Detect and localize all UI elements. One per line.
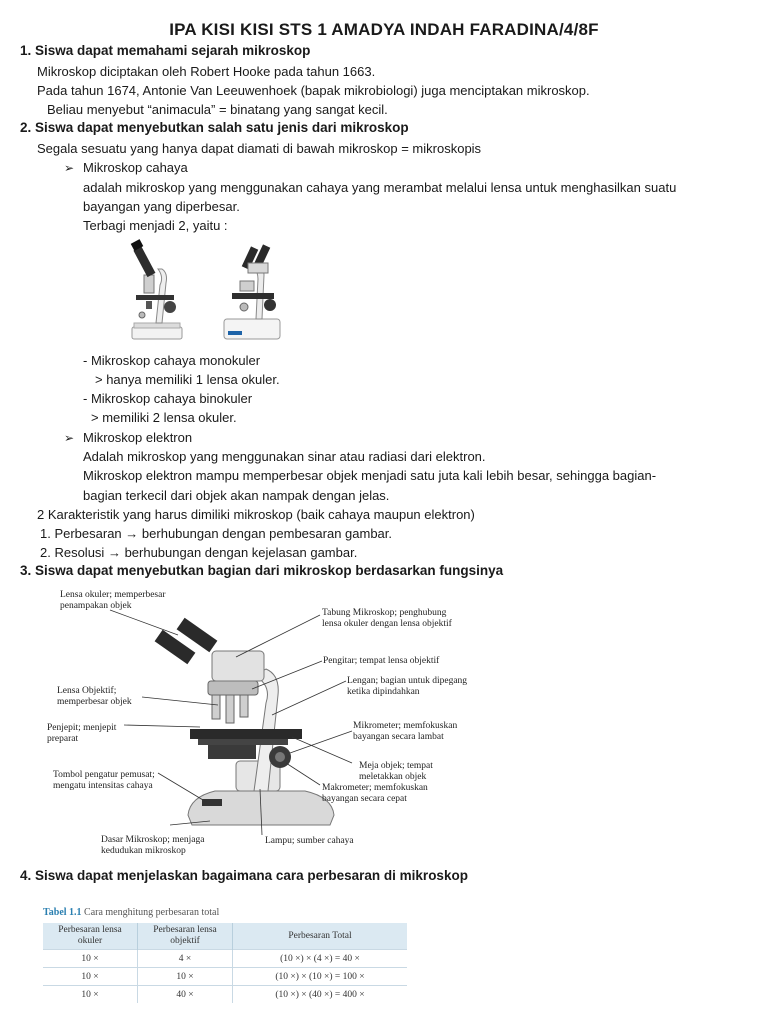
table-header-row (43, 923, 407, 950)
label-pengitar: Pengitar; tempat lensa objektif (323, 656, 440, 666)
s1-line-1: Mikroskop diciptakan oleh Robert Hooke pada tahun 1663. (37, 64, 376, 79)
label-lensa-okuler: Lensa okuler; memperbesar penampakan objek (60, 590, 166, 611)
bino-label: - Mikroskop cahaya binokuler (83, 391, 253, 406)
s1-line-3: Beliau menyebut “animacula” = binatang yang sangat kecil. (47, 102, 388, 117)
table-cell: (10 ×) × (40 ×) = 400 × (233, 986, 408, 1004)
label-lampu: Lampu; sumber cahaya (265, 836, 354, 846)
section-3-heading: 3. Siswa dapat menyebutkan bagian dari mikroskop berdasarkan fungsinya (20, 563, 504, 578)
table-row (43, 950, 407, 968)
s2-intro: Segala sesuatu yang hanya dapat diamati di bawah mikroskop = mikroskopis (37, 141, 482, 156)
table-cell: (10 ×) × (4 ×) = 40 × (233, 950, 408, 968)
mono-label: - Mikroskop cahaya monokuler (83, 353, 261, 368)
label-tombol: Tombol pengatur pemusat; mengatu intensitas cahaya (53, 770, 155, 791)
s2-b1-line-1: adalah mikroskop yang menggunakan cahaya yang merambat melalui lensa untuk menghasilkan suatu (83, 180, 677, 195)
table-cell: (10 ×) × (10 ×) = 100 × (233, 968, 408, 986)
bino-desc: > memiliki 2 lensa okuler. (91, 410, 237, 425)
s2-bullet-2: ➢ Mikroskop elektron (64, 428, 192, 448)
monocular-microscope-image (118, 235, 196, 345)
table-header-cell: Perbesaran lensa objektif (138, 923, 233, 950)
right-arrow-icon: → (125, 526, 139, 541)
s2-b2-line-2: Mikroskop elektron mampu memperbesar objek menjadi satu juta kali lebih besar, sehingga bagian- (83, 468, 657, 483)
mono-desc: > hanya memiliki 1 lensa okuler. (95, 372, 280, 387)
section-4-heading: 4. Siswa dapat menjelaskan bagaimana cara perbesaran di mikroskop (20, 868, 468, 883)
table-cell: 10 × (43, 986, 138, 1004)
s2-characteristics: 2 Karakteristik yang harus dimiliki mikroskop (baik cahaya maupun elektron) (37, 507, 475, 522)
right-arrow-icon: → (107, 545, 121, 560)
table-cell: 10 × (43, 968, 138, 986)
magnification-table (43, 923, 407, 1003)
label-lensa-objektif: Lensa Objektif; memperbesar objek (57, 686, 132, 707)
label-lengan: Lengan; bagian untuk dipegang ketika dipindahkan (347, 676, 468, 697)
s2-b1-line-2: bayangan yang diperbesar. (83, 199, 240, 214)
table-cell: 10 × (43, 950, 138, 968)
table-cell: 40 × (138, 986, 233, 1004)
label-makrometer: Makrometer; memfokuskan bayangan secara cepat (322, 783, 428, 804)
label-dasar: Dasar Mikroskop; menjaga kedudukan mikroskop (101, 835, 205, 856)
arrowhead-bullet-icon: ➢ (64, 161, 75, 175)
s2-b2-line-1: Adalah mikroskop yang menggunakan sinar atau radiasi dari elektron. (83, 449, 486, 464)
table-header-cell: Perbesaran Total (233, 923, 408, 950)
table-cell: 4 × (138, 950, 233, 968)
section-2-heading: 2. Siswa dapat menyebutkan salah satu jenis dari mikroskop (20, 120, 409, 135)
binocular-microscope-image (218, 235, 292, 345)
label-mikrometer: Mikrometer; memfokuskan bayangan secara lambat (353, 721, 458, 742)
table-header-cell: Perbesaran lensa okuler (43, 923, 138, 950)
label-meja-objek: Meja objek; tempat meletakkan objek (359, 761, 433, 782)
label-tabung: Tabung Mikroskop; penghubung lensa okuler dengan lensa objektif (322, 608, 452, 629)
table-cell: 10 × (138, 968, 233, 986)
s1-line-2: Pada tahun 1674, Antonie Van Leeuwenhoek (bapak mikrobiologi) juga menciptakan mikroskop. (37, 83, 590, 98)
s2-char-1: 1. Perbesaran → berhubungan dengan pembesaran gambar. (40, 526, 393, 541)
s2-bullet-1: ➢ Mikroskop cahaya (64, 158, 188, 178)
label-penjepit: Penjepit; menjepit preparat (47, 723, 117, 744)
section-1-heading: 1. Siswa dapat memahami sejarah mikroskop (20, 43, 311, 58)
s2-b2-line-3: bagian terkecil dari objek akan nampak dengan jelas. (83, 488, 390, 503)
page-title: IPA KISI KISI STS 1 AMADYA INDAH FARADINA/4/8F (169, 20, 599, 39)
table-row (43, 968, 407, 986)
table-row (43, 986, 407, 1004)
arrowhead-bullet-icon: ➢ (64, 431, 75, 445)
s2-b1-line-3: Terbagi menjadi 2, yaitu : (83, 218, 228, 233)
table-caption: Tabel 1.1 Cara menghitung perbesaran total (43, 907, 220, 918)
s2-char-2: 2. Resolusi → berhubungan dengan kejelasan gambar. (40, 545, 358, 560)
